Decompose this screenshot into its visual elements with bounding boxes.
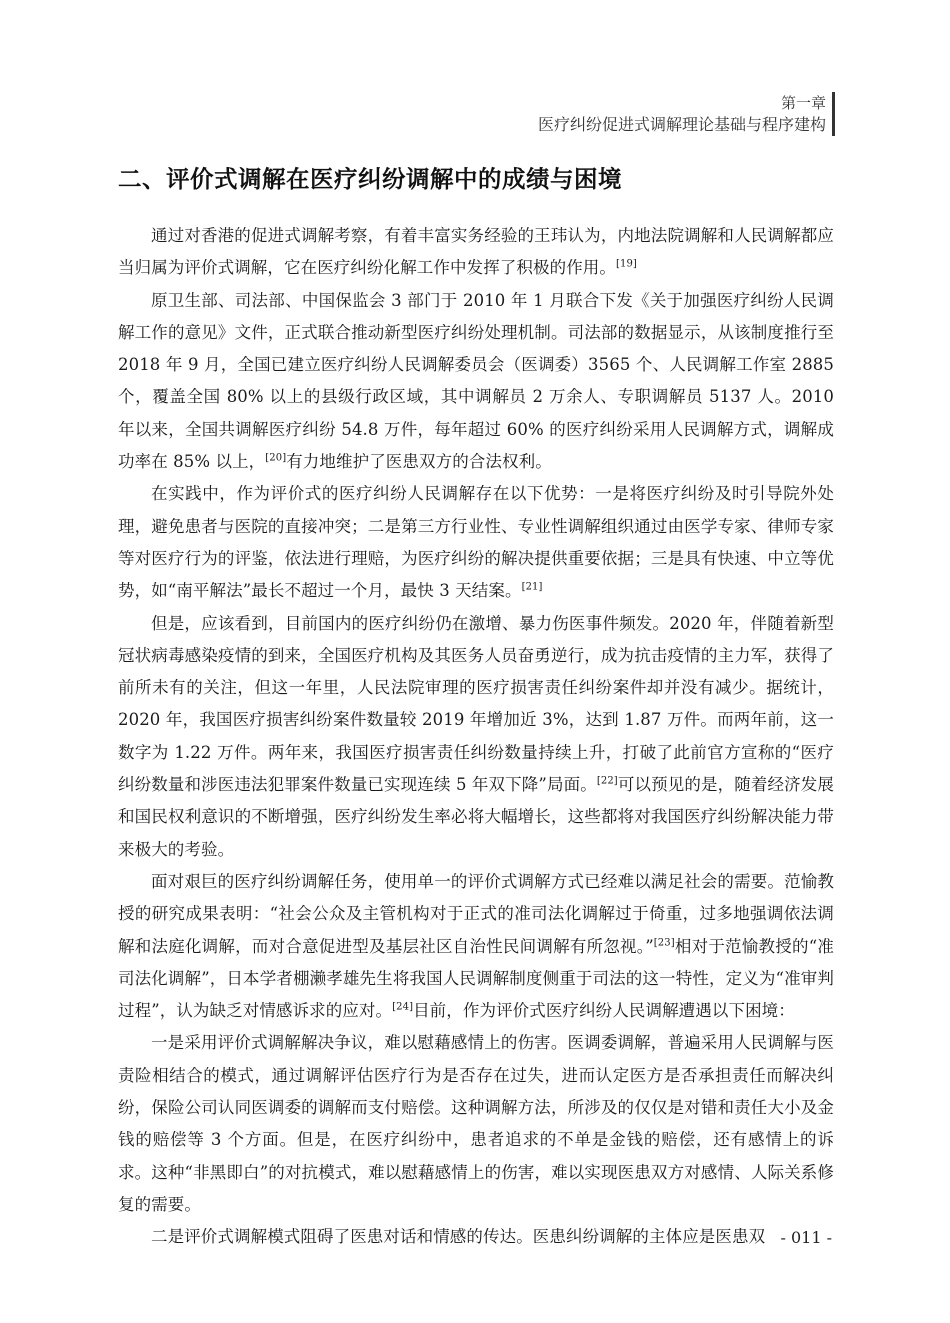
paragraph [118,1027,834,1221]
paragraph [118,1221,834,1253]
paragraph [118,478,834,607]
paragraph-text: 但是，应该看到，目前国内的医疗纠纷仍在激增、暴力伤医事件频发。2020 年，伴随着新型冠状病毒感染疫情的到来，全国医疗机构及其医务人员奋勇逆行，成为抗击疫情的主力军，获得了前所未有的关注，但这一年里，人民法院审理的医疗损害责任纠纷案件却并没有减少。据统计，2020 年，我国医疗损害纠纷案件数量较 2019 年增加近 3%，达到 1.87 万件。而两年前，这一数字为 1.22 万件。两年来，我国医疗损害责任纠纷数量持续上升，打破了此前官方宣称的“医疗纠纷数量和涉医违法犯罪案件数量已实现连续 5 年双下降”局面。 [118,613,834,795]
paragraph-text: 可以预见的是，随着经济发展和国民权利意识的不断增强，医疗纠纷发生率必将大幅增长，这些都将对我国医疗纠纷解决能力带来极大的考验。 [118,775,834,859]
running-header [538,92,826,136]
paragraph-text: 面对艰巨的医疗纠纷调解任务，使用单一的评价式调解方式已经难以满足社会的需要。范愉教授的研究成果表明：“社会公众及主管机构对于正式的准司法化调解过于倚重，过多地强调依法调解和法庭化调解，而对合意促进型及基层社区自治性民间调解有所忽视。” [118,871,834,956]
paragraph-text: 二是评价式调解模式阻碍了医患对话和情感的传达。医患纠纷调解的主体应是医患双 [151,1227,766,1247]
paragraph [118,866,834,1027]
citation-marker: [24] [392,1001,414,1013]
paragraph-text: 相对于范愉教授的“准司法化调解”，日本学者棚濑孝雄先生将我国人民调解制度侧重于司法的这一特性，定义为“准审判过程”，认为缺乏对情感诉求的应对。 [118,936,834,1021]
paragraph [118,285,834,479]
chapter-label: 第一章 [780,94,826,112]
paragraph-text: 在实践中，作为评价式的医疗纠纷人民调解存在以下优势：一是将医疗纠纷及时引导院外处理，避免患者与医院的直接冲突；二是第三方行业性、专业性调解组织通过由医学专家、律师专家等对医疗行为的评鉴，依法进行理赔，为医疗纠纷的解决提供重要依据；三是具有快速、中立等优势，如“南平解法”最长不超过一个月，最快 3 天结案。 [118,484,834,601]
body-text [118,220,834,1254]
page-number: - 011 - [780,1228,832,1247]
citation-marker: [20] [265,452,287,464]
paragraph-text: 通过对香港的促进式调解考察，有着丰富实务经验的王玮认为，内地法院调解和人民调解都应当归属为评价式调解，它在医疗纠纷化解工作中发挥了积极的作用。 [118,226,834,278]
paragraph [118,220,834,285]
citation-marker: [19] [616,258,637,270]
paragraph-text: 原卫生部、司法部、中国保监会 3 部门于 2010 年 1 月联合下发《关于加强医疗纠纷人民调解工作的意见》文件，正式联合推动新型医疗纠纷处理机制。司法部的数据显示，从该制度推行至 2018 年 9 月，全国已建立医疗纠纷人民调解委员会（医调委）3565 个、人民调解工作室 2885 个，覆盖全国 80% 以上的县级行政区域，其中调解员 2 万余人、专职调解员 5137 人。2010 年以来，全国共调解医疗纠纷 54.8 万件，每年超过 60% 的医疗纠纷采用人民调解方式，调解成功率在 85% 以上， [118,290,834,472]
paragraph [118,608,834,866]
paragraph-text: 一是采用评价式调解解决争议，难以慰藉感情上的伤害。医调委调解，普遍采用人民调解与医责险相结合的模式，通过调解评估医疗行为是否存在过失，进而认定医方是否承担责任而解决纠纷，保险公司认同医调委的调解而支付赔偿。这种调解方法，所涉及的仅仅是对错和责任大小及金钱的赔偿等 3 个方面。但是，在医疗纠纷中，患者追求的不单是金钱的赔偿，还有感情上的诉求。这种“非黑即白”的对抗模式，难以慰藉感情上的伤害，难以实现医患双方对感情、人际关系修复的需要。 [118,1033,834,1214]
chapter-subtitle: 医疗纠纷促进式调解理论基础与程序建构 [537,115,826,134]
header-divider [832,92,835,136]
citation-marker: [22] [596,775,618,787]
paragraph-text: 有力地维护了医患双方的合法权利。 [286,452,552,472]
paragraph-text: 目前，作为评价式医疗纠纷人民调解遭遇以下困境： [413,1001,795,1021]
citation-marker: [21] [521,581,543,593]
section-title: 二、评价式调解在医疗纠纷调解中的成绩与困境 [118,165,622,193]
citation-marker: [23] [653,937,675,949]
